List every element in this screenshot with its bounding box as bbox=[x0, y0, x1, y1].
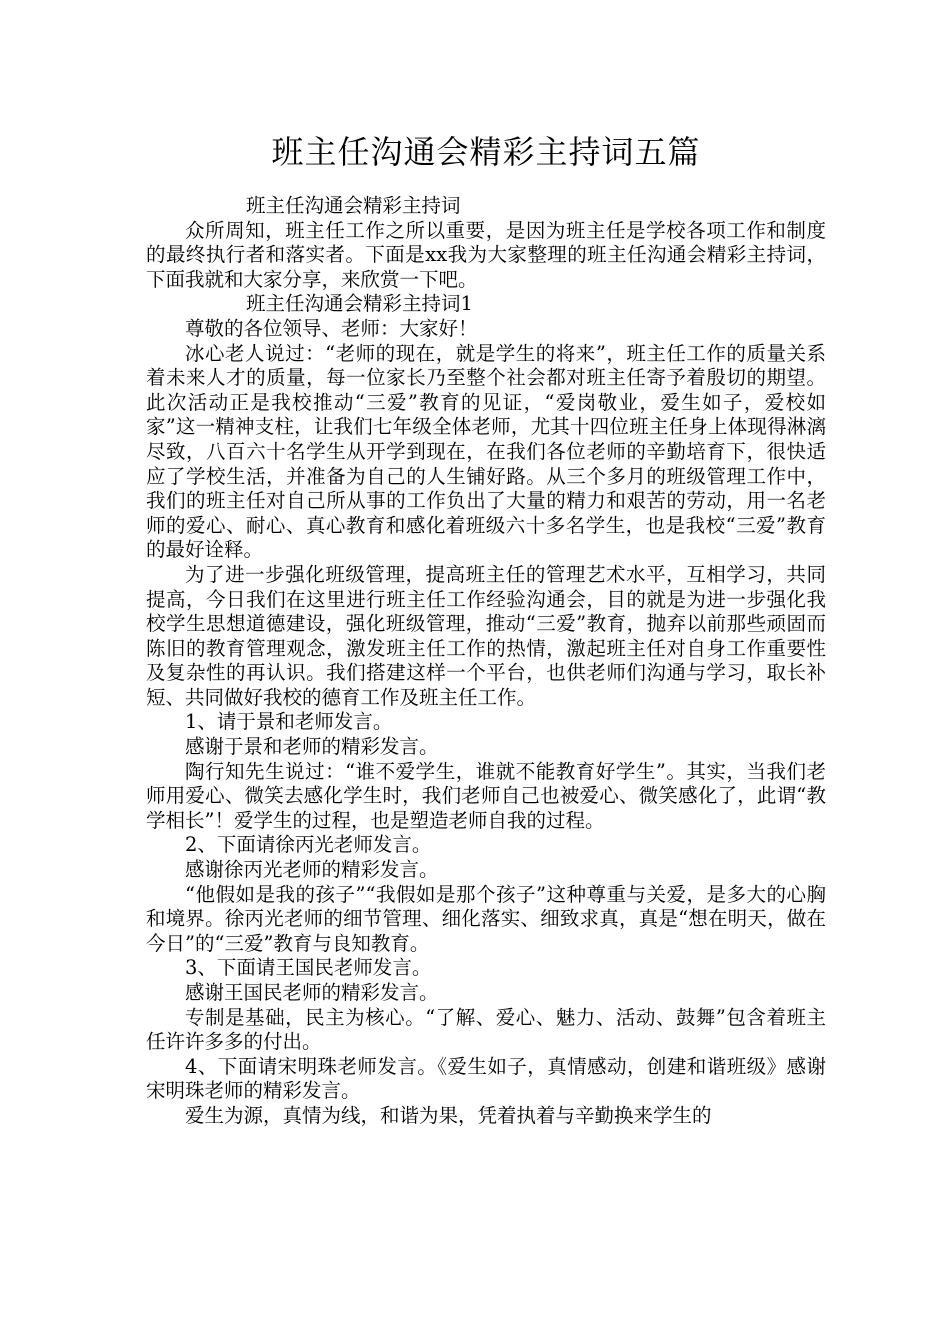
body-paragraph: 陶行知先生说过：“谁不爱学生，谁就不能教育好学生”。其实，当我们老师用爱心、微笑去感化学生时，我们老师自己也被爱心、微笑感化了，此谓“教学相长”！爱学生的过程，也是塑造老师自我的过程。 bbox=[146, 759, 826, 832]
body-paragraph: 专制是基础，民主为核心。“了解、爱心、魅力、活动、鼓舞”包含着班主任许许多多的付出。 bbox=[146, 1005, 826, 1054]
body-paragraph: 众所周知，班主任工作之所以重要，是因为班主任是学校各项工作和制度的最终执行者和落实者。下面是xx我为大家整理的班主任沟通会精彩主持词，下面我就和大家分享，来欣赏一下吧。 bbox=[146, 218, 826, 291]
document-page bbox=[146, 128, 826, 1129]
body-paragraph: 3、下面请王国民老师发言。 bbox=[185, 956, 432, 980]
body-paragraph: 感谢徐丙光老师的精彩发言。 bbox=[185, 858, 439, 882]
body-paragraph: “他假如是我的孩子”“我假如是那个孩子”这种尊重与关爱，是多大的心胸和境界。徐丙光老师的细节管理、细化落实、细致求真，真是“想在明天，做在今日”的“三爱”教育与良知教育。 bbox=[146, 882, 826, 955]
body-paragraph: 爱生为源，真情为线，和谐为果，凭着执着与辛勤换来学生的 bbox=[185, 1103, 712, 1127]
body-paragraph: 为了进一步强化班级管理，提高班主任的管理艺术水平，互相学习，共同提高，今日我们在这里进行班主任工作经验沟通会，目的就是为进一步强化我校学生思想道德建设，强化班级管理，推动“三爱”教育，抛弃以前那些顽固而陈旧的教育管理观念，激发班主任工作的热情，激起班主任对自身工作重要性及复杂性的再认识。我们搭建这样一个平台，也供老师们沟通与学习，取长补短、共同做好我校的德育工作及班主任工作。 bbox=[146, 562, 826, 709]
body-paragraph: 感谢于景和老师的精彩发言。 bbox=[185, 735, 439, 759]
section-heading: 班主任沟通会精彩主持词 bbox=[246, 194, 461, 217]
section-heading: 班主任沟通会精彩主持词1 bbox=[246, 292, 473, 316]
body-paragraph: 尊敬的各位领导、老师：大家好！ bbox=[185, 316, 478, 340]
body-paragraph: 2、下面请徐丙光老师发言。 bbox=[185, 833, 432, 857]
body-paragraph: 冰心老人说过：“老师的现在，就是学生的将来”，班主任工作的质量关系着未来人才的质量，每一位家长乃至整个社会都对班主任寄予着殷切的期望。此次活动正是我校推动“三爱”教育的见证，“爱岗敬业，爱生如子，爱校如家”这一精神支柱，让我们七年级全体老师，尤其十四位班主任身上体现得淋漓尽致，八百六十名学生从开学到现在，在我们各位老师的辛勤培育下，很快适应了学校生活，并准备为自己的人生铺好路。从三个多月的班级管理工作中，我们的班主任对自己所从事的工作负出了大量的精力和艰苦的劳动，用一名老师的爱心、耐心、真心教育和感化着班级六十多名学生，也是我校“三爱”教育的最好诠释。 bbox=[146, 341, 826, 562]
body-paragraph: 1、请于景和老师发言。 bbox=[185, 710, 393, 734]
document-body bbox=[146, 194, 826, 1129]
document-title: 班主任沟通会精彩主持词五篇 bbox=[271, 133, 701, 171]
body-paragraph: 感谢王国民老师的精彩发言。 bbox=[185, 981, 439, 1004]
body-paragraph: 4、下面请宋明珠老师发言。《爱生如子，真情感动，创建和谐班级》感谢宋明珠老师的精彩发言。 bbox=[146, 1054, 826, 1103]
